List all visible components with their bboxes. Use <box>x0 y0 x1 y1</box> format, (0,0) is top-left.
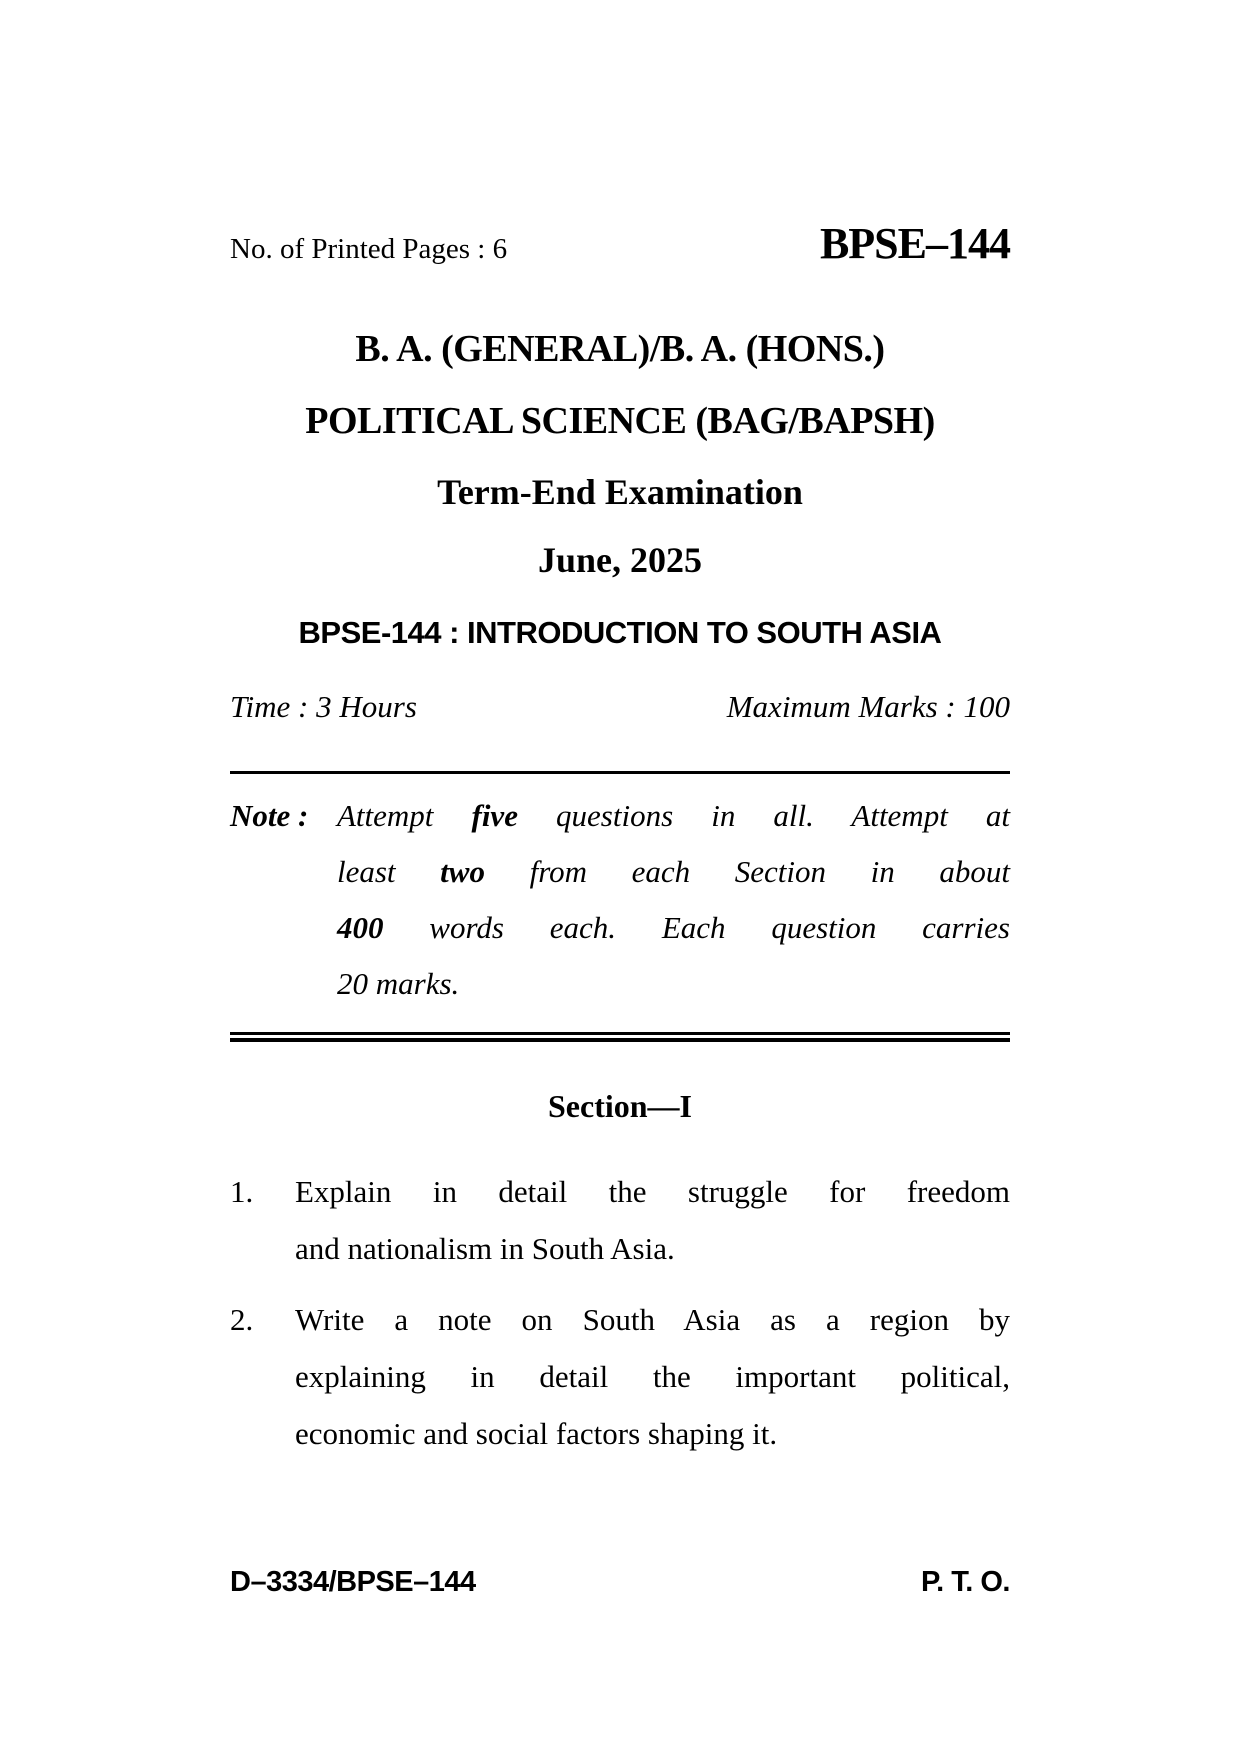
paper-reference-code: D–3334/BPSE–144 <box>230 1566 476 1598</box>
note-label: Note : <box>230 798 309 833</box>
question-line: Explain in detail the struggle for freedom <box>295 1174 1010 1209</box>
note-text-segment: words each. Each question carries <box>383 910 1010 945</box>
note-text-segment: Attempt <box>337 798 472 833</box>
question-2 <box>230 1291 1010 1462</box>
note-block <box>230 788 1010 1012</box>
note-text-segment: from each Section in about <box>484 854 1010 889</box>
note-line <box>337 900 1010 956</box>
page-header <box>230 0 1010 269</box>
question-line: economic and social factors shaping it. <box>295 1416 778 1451</box>
exam-meta-row <box>230 689 1010 725</box>
section-heading: Section—I <box>548 1088 692 1124</box>
note-bold-word: 400 <box>337 910 384 945</box>
question-line: and nationalism in South Asia. <box>295 1231 675 1266</box>
question-number: 2. <box>230 1302 254 1337</box>
paper-code: BPSE–144 <box>819 219 1010 268</box>
note-text-segment: questions in all. Attempt at <box>517 798 1010 833</box>
page-footer <box>230 1566 1010 1599</box>
question-text <box>295 1163 1010 1277</box>
question-number: 1. <box>230 1174 254 1209</box>
note-line <box>337 844 1010 900</box>
note-line <box>337 788 1010 844</box>
double-horizontal-rule <box>230 1032 1010 1042</box>
pto-label: P. T. O. <box>921 1566 1010 1598</box>
note-bold-word: two <box>440 854 485 889</box>
horizontal-rule <box>230 771 1010 774</box>
time-allowed: Time : 3 Hours <box>230 689 417 724</box>
note-line: 20 marks. <box>337 966 460 1001</box>
exam-date: June, 2025 <box>537 540 703 580</box>
maximum-marks: Maximum Marks : 100 <box>726 689 1010 724</box>
programme-title: POLITICAL SCIENCE (BAG/BAPSH) <box>305 400 935 442</box>
course-subject-title: BPSE-144 : INTRODUCTION TO SOUTH ASIA <box>298 615 942 650</box>
note-text <box>337 788 1010 1012</box>
printed-pages-label: No. of Printed Pages : 6 <box>230 233 508 265</box>
question-1 <box>230 1163 1010 1277</box>
note-text-segment: least <box>337 854 441 889</box>
note-bold-word: five <box>471 798 518 833</box>
degree-title: B. A. (GENERAL)/B. A. (HONS.) <box>355 328 885 370</box>
question-line: Write a note on South Asia as a region by <box>295 1302 1010 1337</box>
page-content <box>230 0 1010 1462</box>
question-text <box>295 1291 1010 1462</box>
question-line: explaining in detail the important political, <box>295 1359 1010 1394</box>
exam-title: Term-End Examination <box>437 472 803 512</box>
